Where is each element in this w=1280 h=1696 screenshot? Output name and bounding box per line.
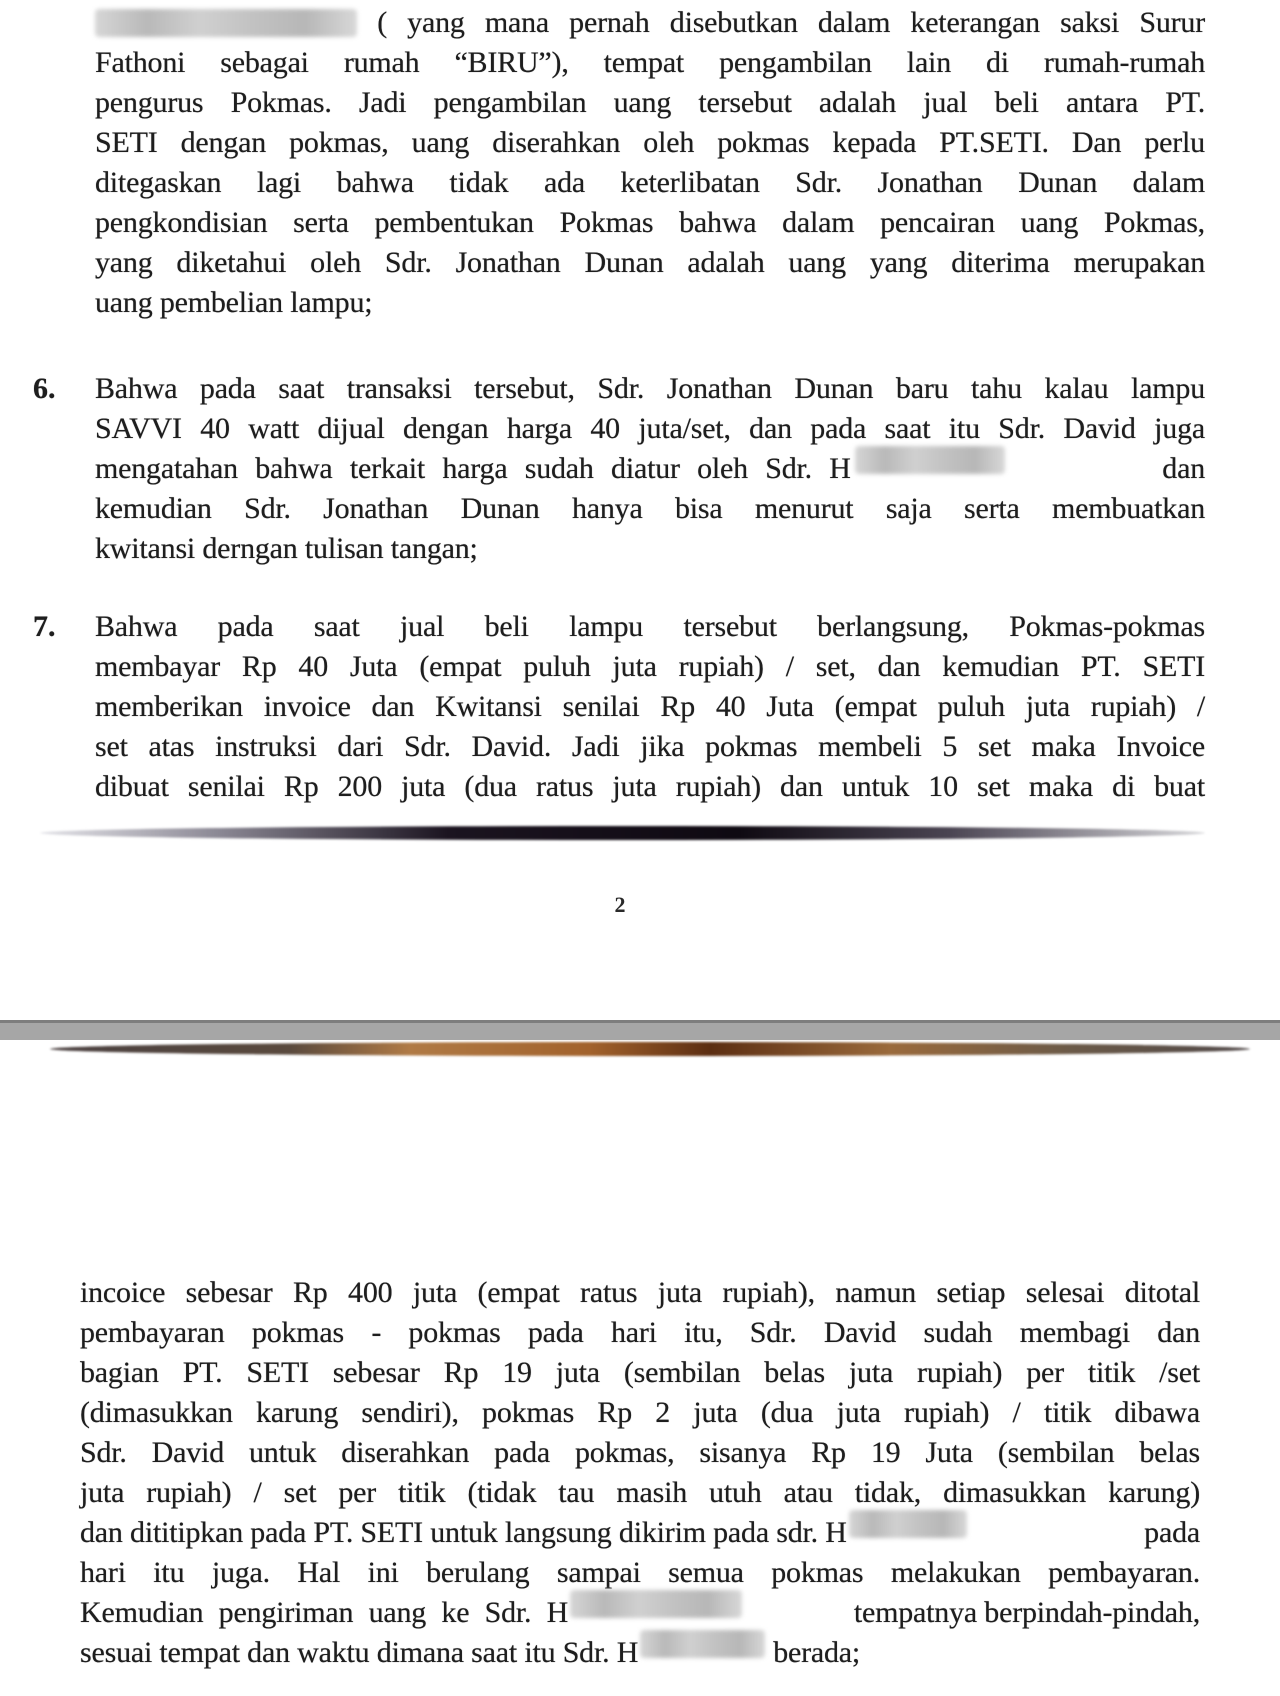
- redacted-name: [95, 9, 357, 37]
- list-item-line: kwitansi derngan tulisan tangan;: [95, 532, 478, 565]
- paragraph-line: sesuai tempat dan waktu dimana saat itu Sdr. H berada;: [80, 1634, 860, 1672]
- list-item-line: SAVVI 40 watt dijual dengan harga 40 juta/set, dan pada saat itu Sdr. David juga: [95, 412, 1205, 445]
- paragraph-line: incoice sebesar Rp 400 juta (empat ratus juta rupiah), namun setiap selesai ditotal: [80, 1276, 1200, 1309]
- page-separator: [0, 1020, 1280, 1042]
- paragraph-line: uang pembelian lampu;: [95, 286, 373, 319]
- redacted-name: [570, 1590, 742, 1618]
- redacted-name: [855, 446, 1005, 474]
- paragraph-line: dan dititipkan pada PT. SETI untuk langsung dikirim pada sdr. H pada: [80, 1514, 1200, 1552]
- list-item-number: 7.: [33, 610, 56, 643]
- footer-rule: [40, 826, 1205, 840]
- paragraph-line: SETI dengan pokmas, uang diserahkan oleh pokmas kepada PT.SETI. Dan perlu: [95, 126, 1205, 159]
- paragraph-line: hari itu juga. Hal ini berulang sampai semua pokmas melakukan pembayaran.: [80, 1556, 1200, 1589]
- redacted-name: [640, 1630, 765, 1658]
- paragraph-line: Kemudian pengiriman uang ke Sdr. H tempatnya berpindah-pindah,: [80, 1594, 1200, 1632]
- paragraph-line: juta rupiah) / set per titik (tidak tau masih utuh atau tidak, dimasukkan karung): [80, 1476, 1200, 1509]
- paragraph-line: ( yang mana pernah disebutkan dalam keterangan saksi Surur: [95, 4, 1205, 42]
- list-item-number: 6.: [33, 372, 56, 405]
- document-page-3: [0, 1040, 1280, 1696]
- paragraph-line: (dimasukkan karung sendiri), pokmas Rp 2 juta (dua juta rupiah) / titik dibawa: [80, 1396, 1200, 1429]
- paragraph-line: bagian PT. SETI sebesar Rp 19 juta (sembilan belas juta rupiah) per titik /set: [80, 1356, 1200, 1389]
- list-item-line: dibuat senilai Rp 200 juta (dua ratus juta rupiah) dan untuk 10 set maka di buat: [95, 770, 1205, 803]
- paragraph-line: Fathoni sebagai rumah “BIRU”), tempat pengambilan lain di rumah-rumah: [95, 46, 1205, 79]
- list-item-line: set atas instruksi dari Sdr. David. Jadi jika pokmas membeli 5 set maka Invoice: [95, 730, 1205, 763]
- paragraph-line: Sdr. David untuk diserahkan pada pokmas, sisanya Rp 19 Juta (sembilan belas: [80, 1436, 1200, 1469]
- list-item-line: kemudian Sdr. Jonathan Dunan hanya bisa menurut saja serta membuatkan: [95, 492, 1205, 525]
- list-item-line: Bahwa pada saat transaksi tersebut, Sdr. Jonathan Dunan baru tahu kalau lampu: [95, 372, 1205, 405]
- redacted-name: [849, 1510, 967, 1538]
- page-number: 2: [614, 892, 626, 917]
- paragraph-line: pembayaran pokmas - pokmas pada hari itu, Sdr. David sudah membagi dan: [80, 1316, 1200, 1349]
- list-item-line: memberikan invoice dan Kwitansi senilai Rp 40 Juta (empat puluh juta rupiah) /: [95, 690, 1205, 723]
- paragraph-line: ditegaskan lagi bahwa tidak ada keterlibatan Sdr. Jonathan Dunan dalam: [95, 166, 1205, 199]
- header-rule: [50, 1042, 1250, 1056]
- list-item-line: mengatahan bahwa terkait harga sudah diatur oleh Sdr. H dan: [95, 450, 1205, 488]
- list-item-line: membayar Rp 40 Juta (empat puluh juta rupiah) / set, dan kemudian PT. SETI: [95, 650, 1205, 683]
- paragraph-line: pengurus Pokmas. Jadi pengambilan uang tersebut adalah jual beli antara PT.: [95, 86, 1205, 119]
- paragraph-line: yang diketahui oleh Sdr. Jonathan Dunan adalah uang yang diterima merupakan: [95, 246, 1205, 279]
- list-item-line: Bahwa pada saat jual beli lampu tersebut berlangsung, Pokmas-pokmas: [95, 610, 1205, 643]
- paragraph-line: pengkondisian serta pembentukan Pokmas bahwa dalam pencairan uang Pokmas,: [95, 206, 1205, 239]
